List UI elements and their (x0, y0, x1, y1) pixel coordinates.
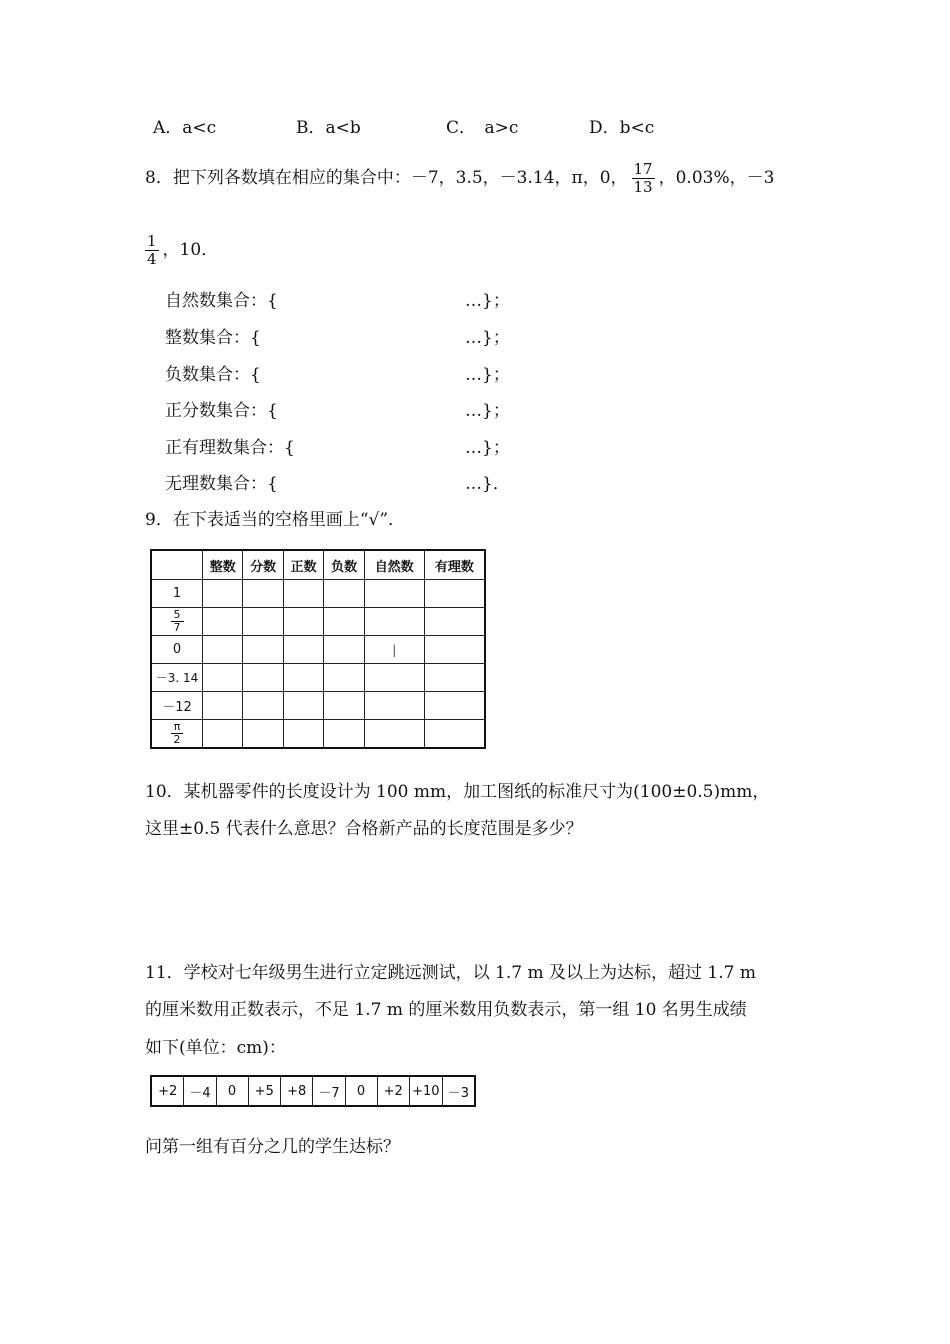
cell[interactable] (324, 636, 364, 664)
q11-line2: 的厘米数用正数表示，不足 1.7 m 的厘米数用负数表示，第一组 10 名男生成绩 (145, 1000, 747, 1020)
q8-line1 (145, 158, 774, 198)
set-integer-tail: …}； (465, 328, 510, 348)
score-cell: +8 (280, 1076, 312, 1106)
table-row (151, 608, 485, 636)
set-natural-tail: …}； (465, 291, 510, 311)
cell[interactable] (424, 580, 485, 608)
cell[interactable] (424, 720, 485, 749)
q11-line3: 如下(单位：cm)： (145, 1038, 286, 1058)
header-positive: 正数 (283, 550, 323, 580)
cell[interactable] (324, 608, 364, 636)
set-positive-rational-label: 正有理数集合：{ (165, 438, 295, 458)
frac-denominator: 13 (633, 178, 653, 196)
table-header-row (151, 550, 485, 580)
row-label: 1 (151, 580, 203, 608)
q8-end: ，10． (162, 240, 219, 260)
cell[interactable] (424, 664, 485, 692)
header-integer: 整数 (203, 550, 243, 580)
q8-intro: 8．把下列各数填在相应的集合中：－7，3.5，－3.14，π，0， (145, 168, 628, 188)
set-natural-label: 自然数集合：{ (165, 291, 278, 311)
score-cell: －7 (313, 1076, 345, 1106)
score-cell: +2 (377, 1076, 409, 1106)
cell[interactable] (203, 608, 243, 636)
set-positive-rational-tail: …}； (465, 438, 510, 458)
cell[interactable] (424, 636, 485, 664)
q11-question: 问第一组有百分之几的学生达标？ (145, 1137, 400, 1157)
cell[interactable] (364, 720, 424, 749)
cell-mark[interactable]: | (364, 636, 424, 664)
table-row (151, 1076, 475, 1106)
fraction-17-13 (632, 161, 655, 196)
set-positive-fraction-label: 正分数集合：{ (165, 401, 278, 421)
q11-line1: 11．学校对七年级男生进行立定跳远测试，以 1.7 m 及以上为达标，超过 1.7 m (145, 963, 756, 983)
frac-numerator: 5 (171, 609, 184, 622)
frac-numerator: 17 (633, 160, 653, 178)
option-a: A．a<c (153, 118, 217, 138)
cell[interactable] (324, 720, 364, 749)
cell[interactable] (203, 692, 243, 720)
table-row (151, 720, 485, 749)
score-cell: +10 (409, 1076, 442, 1106)
score-cell: +5 (248, 1076, 280, 1106)
cell[interactable] (203, 664, 243, 692)
row-label-pi (151, 720, 203, 749)
cell[interactable] (243, 692, 283, 720)
option-c: C． a>c (446, 118, 519, 138)
set-negative-label: 负数集合：{ (165, 365, 261, 385)
frac-numerator: π (171, 721, 184, 734)
cell[interactable] (324, 664, 364, 692)
score-cell: +2 (151, 1076, 184, 1106)
set-positive-fraction-tail: …}； (465, 401, 510, 421)
cell[interactable] (283, 720, 323, 749)
option-b: B．a<b (296, 118, 361, 138)
table-row (151, 664, 485, 692)
table-row (151, 580, 485, 608)
cell[interactable] (283, 580, 323, 608)
cell[interactable] (203, 720, 243, 749)
row-label: 0 (151, 636, 203, 664)
cell[interactable] (424, 608, 485, 636)
table-row (151, 636, 485, 664)
row-label: －3. 14 (151, 664, 203, 692)
header-natural: 自然数 (364, 550, 424, 580)
scores-table (150, 1075, 476, 1107)
score-cell: 0 (216, 1076, 248, 1106)
header-blank (151, 550, 203, 580)
option-d: D．b<c (589, 118, 655, 138)
frac-denominator: 2 (173, 732, 181, 746)
cell[interactable] (364, 692, 424, 720)
table-row (151, 692, 485, 720)
q10-line2: 这里±0.5 代表什么意思？合格新产品的长度范围是多少？ (145, 819, 583, 839)
set-negative-tail: …}； (465, 365, 510, 385)
cell[interactable] (283, 636, 323, 664)
frac-denominator: 7 (173, 620, 181, 634)
cell[interactable] (364, 580, 424, 608)
score-cell: 0 (345, 1076, 377, 1106)
set-irrational-tail: …}． (465, 474, 510, 494)
score-cell: －3 (442, 1076, 475, 1106)
set-integer-label: 整数集合：{ (165, 328, 261, 348)
cell[interactable] (283, 608, 323, 636)
q9-table (150, 549, 486, 749)
frac-denominator: 4 (147, 250, 157, 268)
row-label-fraction (151, 608, 203, 636)
header-rational: 有理数 (424, 550, 485, 580)
cell[interactable] (243, 580, 283, 608)
cell[interactable] (243, 608, 283, 636)
q9-title: 9．在下表适当的空格里画上“√”． (145, 510, 406, 530)
frac-numerator: 1 (147, 232, 157, 250)
cell[interactable] (203, 580, 243, 608)
q8-line2 (145, 230, 218, 270)
q8-mid: ，0.03%，－3 (658, 168, 775, 188)
cell[interactable] (283, 692, 323, 720)
cell[interactable] (243, 664, 283, 692)
cell[interactable] (203, 636, 243, 664)
cell[interactable] (243, 636, 283, 664)
row-label: －12 (151, 692, 203, 720)
cell[interactable] (324, 692, 364, 720)
cell[interactable] (243, 720, 283, 749)
set-irrational-label: 无理数集合：{ (165, 474, 278, 494)
cell[interactable] (364, 608, 424, 636)
header-fraction: 分数 (243, 550, 283, 580)
fraction-1-4 (145, 233, 159, 268)
cell[interactable] (364, 664, 424, 692)
score-cell: －4 (184, 1076, 216, 1106)
q10-line1: 10．某机器零件的长度设计为 100 mm，加工图纸的标准尺寸为(100±0.5)mm， (145, 782, 770, 802)
header-negative: 负数 (324, 550, 364, 580)
cell[interactable] (283, 664, 323, 692)
cell[interactable] (324, 580, 364, 608)
cell[interactable] (424, 692, 485, 720)
